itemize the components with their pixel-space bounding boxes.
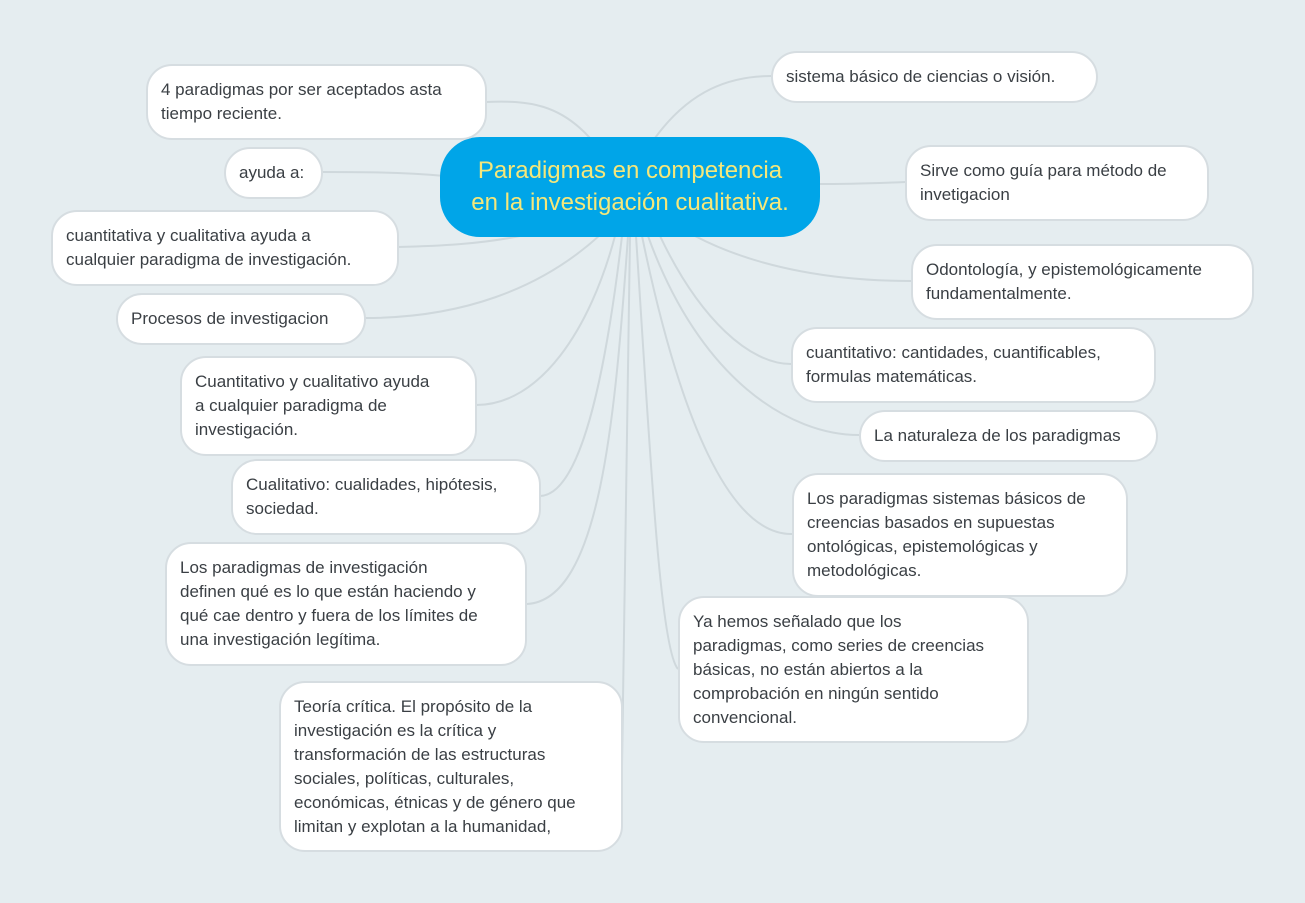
node-text-line: investigación. bbox=[195, 420, 299, 439]
node-text-line: metodológicas. bbox=[807, 561, 922, 580]
topic-node-procesos[interactable] bbox=[116, 293, 366, 345]
node-text-line: formulas matemáticas. bbox=[806, 367, 977, 386]
node-text-line: transformación de las estructuras bbox=[294, 745, 546, 764]
topic-node-paradigmas-definen[interactable] bbox=[165, 542, 527, 666]
node-text-line: cualquier paradigma de investigación. bbox=[66, 250, 352, 269]
node-text-line: cuantitativo: cantidades, cuantificables, bbox=[806, 343, 1101, 362]
connector bbox=[527, 236, 628, 604]
node-text-line: ontológicas, epistemológicas y bbox=[807, 537, 1038, 556]
node-text-line: Cuantitativo y cualitativo ayuda bbox=[195, 372, 430, 391]
connector bbox=[660, 236, 791, 364]
topic-node-odontologia[interactable] bbox=[911, 244, 1254, 320]
connector bbox=[642, 236, 792, 534]
node-text-line: Ya hemos señalado que los bbox=[693, 612, 902, 631]
node-text-line: una investigación legítima. bbox=[180, 630, 381, 649]
node-text-line: Sirve como guía para método de bbox=[920, 161, 1167, 180]
node-text-line: qué cae dentro y fuera de los límites de bbox=[180, 606, 478, 625]
connector bbox=[695, 236, 911, 281]
connector bbox=[622, 236, 630, 766]
node-text-line: investigación es la crítica y bbox=[294, 721, 497, 740]
central-topic[interactable] bbox=[440, 137, 820, 237]
topic-node-paradigms-accepted[interactable] bbox=[146, 64, 487, 140]
node-text-line: Cualitativo: cualidades, hipótesis, bbox=[246, 475, 498, 494]
node-text-line: Los paradigmas sistemas básicos de bbox=[807, 489, 1086, 508]
topic-node-ayuda-a[interactable] bbox=[224, 147, 323, 199]
topic-node-cuantitativo[interactable] bbox=[791, 327, 1156, 403]
connector bbox=[818, 182, 906, 184]
node-text-line: definen qué es lo que están haciendo y bbox=[180, 582, 476, 601]
node-text-line: invetigacion bbox=[920, 185, 1010, 204]
node-text-line: creencias basados en supuestas bbox=[807, 513, 1055, 532]
node-text-line: sistema básico de ciencias o visión. bbox=[786, 67, 1056, 86]
node-text-line: Teoría crítica. El propósito de la bbox=[294, 697, 533, 716]
topic-node-sistema-basico[interactable] bbox=[771, 51, 1098, 103]
node-text-line: económicas, étnicas y de género que bbox=[294, 793, 576, 812]
node-text-line: Los paradigmas de investigación bbox=[180, 558, 428, 577]
node-text-line: fundamentalmente. bbox=[926, 284, 1072, 303]
node-text-line: sociales, políticas, culturales, bbox=[294, 769, 515, 788]
topic-node-cuantitativa-cualitativa[interactable] bbox=[51, 210, 399, 286]
topic-node-ya-hemos-senalado[interactable] bbox=[678, 596, 1029, 743]
node-text-line: convencional. bbox=[693, 708, 797, 727]
node-text-line: a cualquier paradigma de bbox=[195, 396, 387, 415]
connector bbox=[476, 236, 615, 405]
node-text-line: cuantitativa y cualitativa ayuda a bbox=[66, 226, 311, 245]
node-text-line: limitan y explotan a la humanidad, bbox=[294, 817, 552, 836]
node-text-line: ayuda a: bbox=[239, 163, 305, 182]
topic-node-cualitativo[interactable] bbox=[231, 459, 541, 535]
central-topic-line: Paradigmas en competencia bbox=[477, 157, 783, 184]
topic-node-sirve-como-guia[interactable] bbox=[905, 145, 1209, 221]
node-text-line: 4 paradigmas por ser aceptados asta bbox=[161, 80, 442, 99]
connector bbox=[322, 172, 445, 176]
topic-node-cuantitativo-cualitativo[interactable] bbox=[180, 356, 477, 456]
node-text-line: La naturaleza de los paradigmas bbox=[874, 426, 1121, 445]
node-text-line: básicas, no están abiertos a la bbox=[693, 660, 923, 679]
node-text-line: Odontología, y epistemológicamente bbox=[926, 260, 1202, 279]
connector bbox=[486, 102, 590, 138]
node-text-line: tiempo reciente. bbox=[161, 104, 282, 123]
node-text-line: paradigmas, como series de creencias bbox=[693, 636, 985, 655]
topic-node-naturaleza[interactable] bbox=[859, 410, 1158, 462]
topic-node-sistemas-basicos-creencias[interactable] bbox=[792, 473, 1128, 597]
topic-node-teoria-critica[interactable] bbox=[279, 681, 623, 852]
node-text-line: comprobación en ningún sentido bbox=[693, 684, 939, 703]
connector bbox=[655, 76, 771, 138]
connector bbox=[398, 236, 520, 247]
central-topic-line: en la investigación cualitativa. bbox=[471, 189, 789, 216]
node-text-line: sociedad. bbox=[246, 499, 319, 518]
node-text-line: Procesos de investigacion bbox=[131, 309, 329, 328]
